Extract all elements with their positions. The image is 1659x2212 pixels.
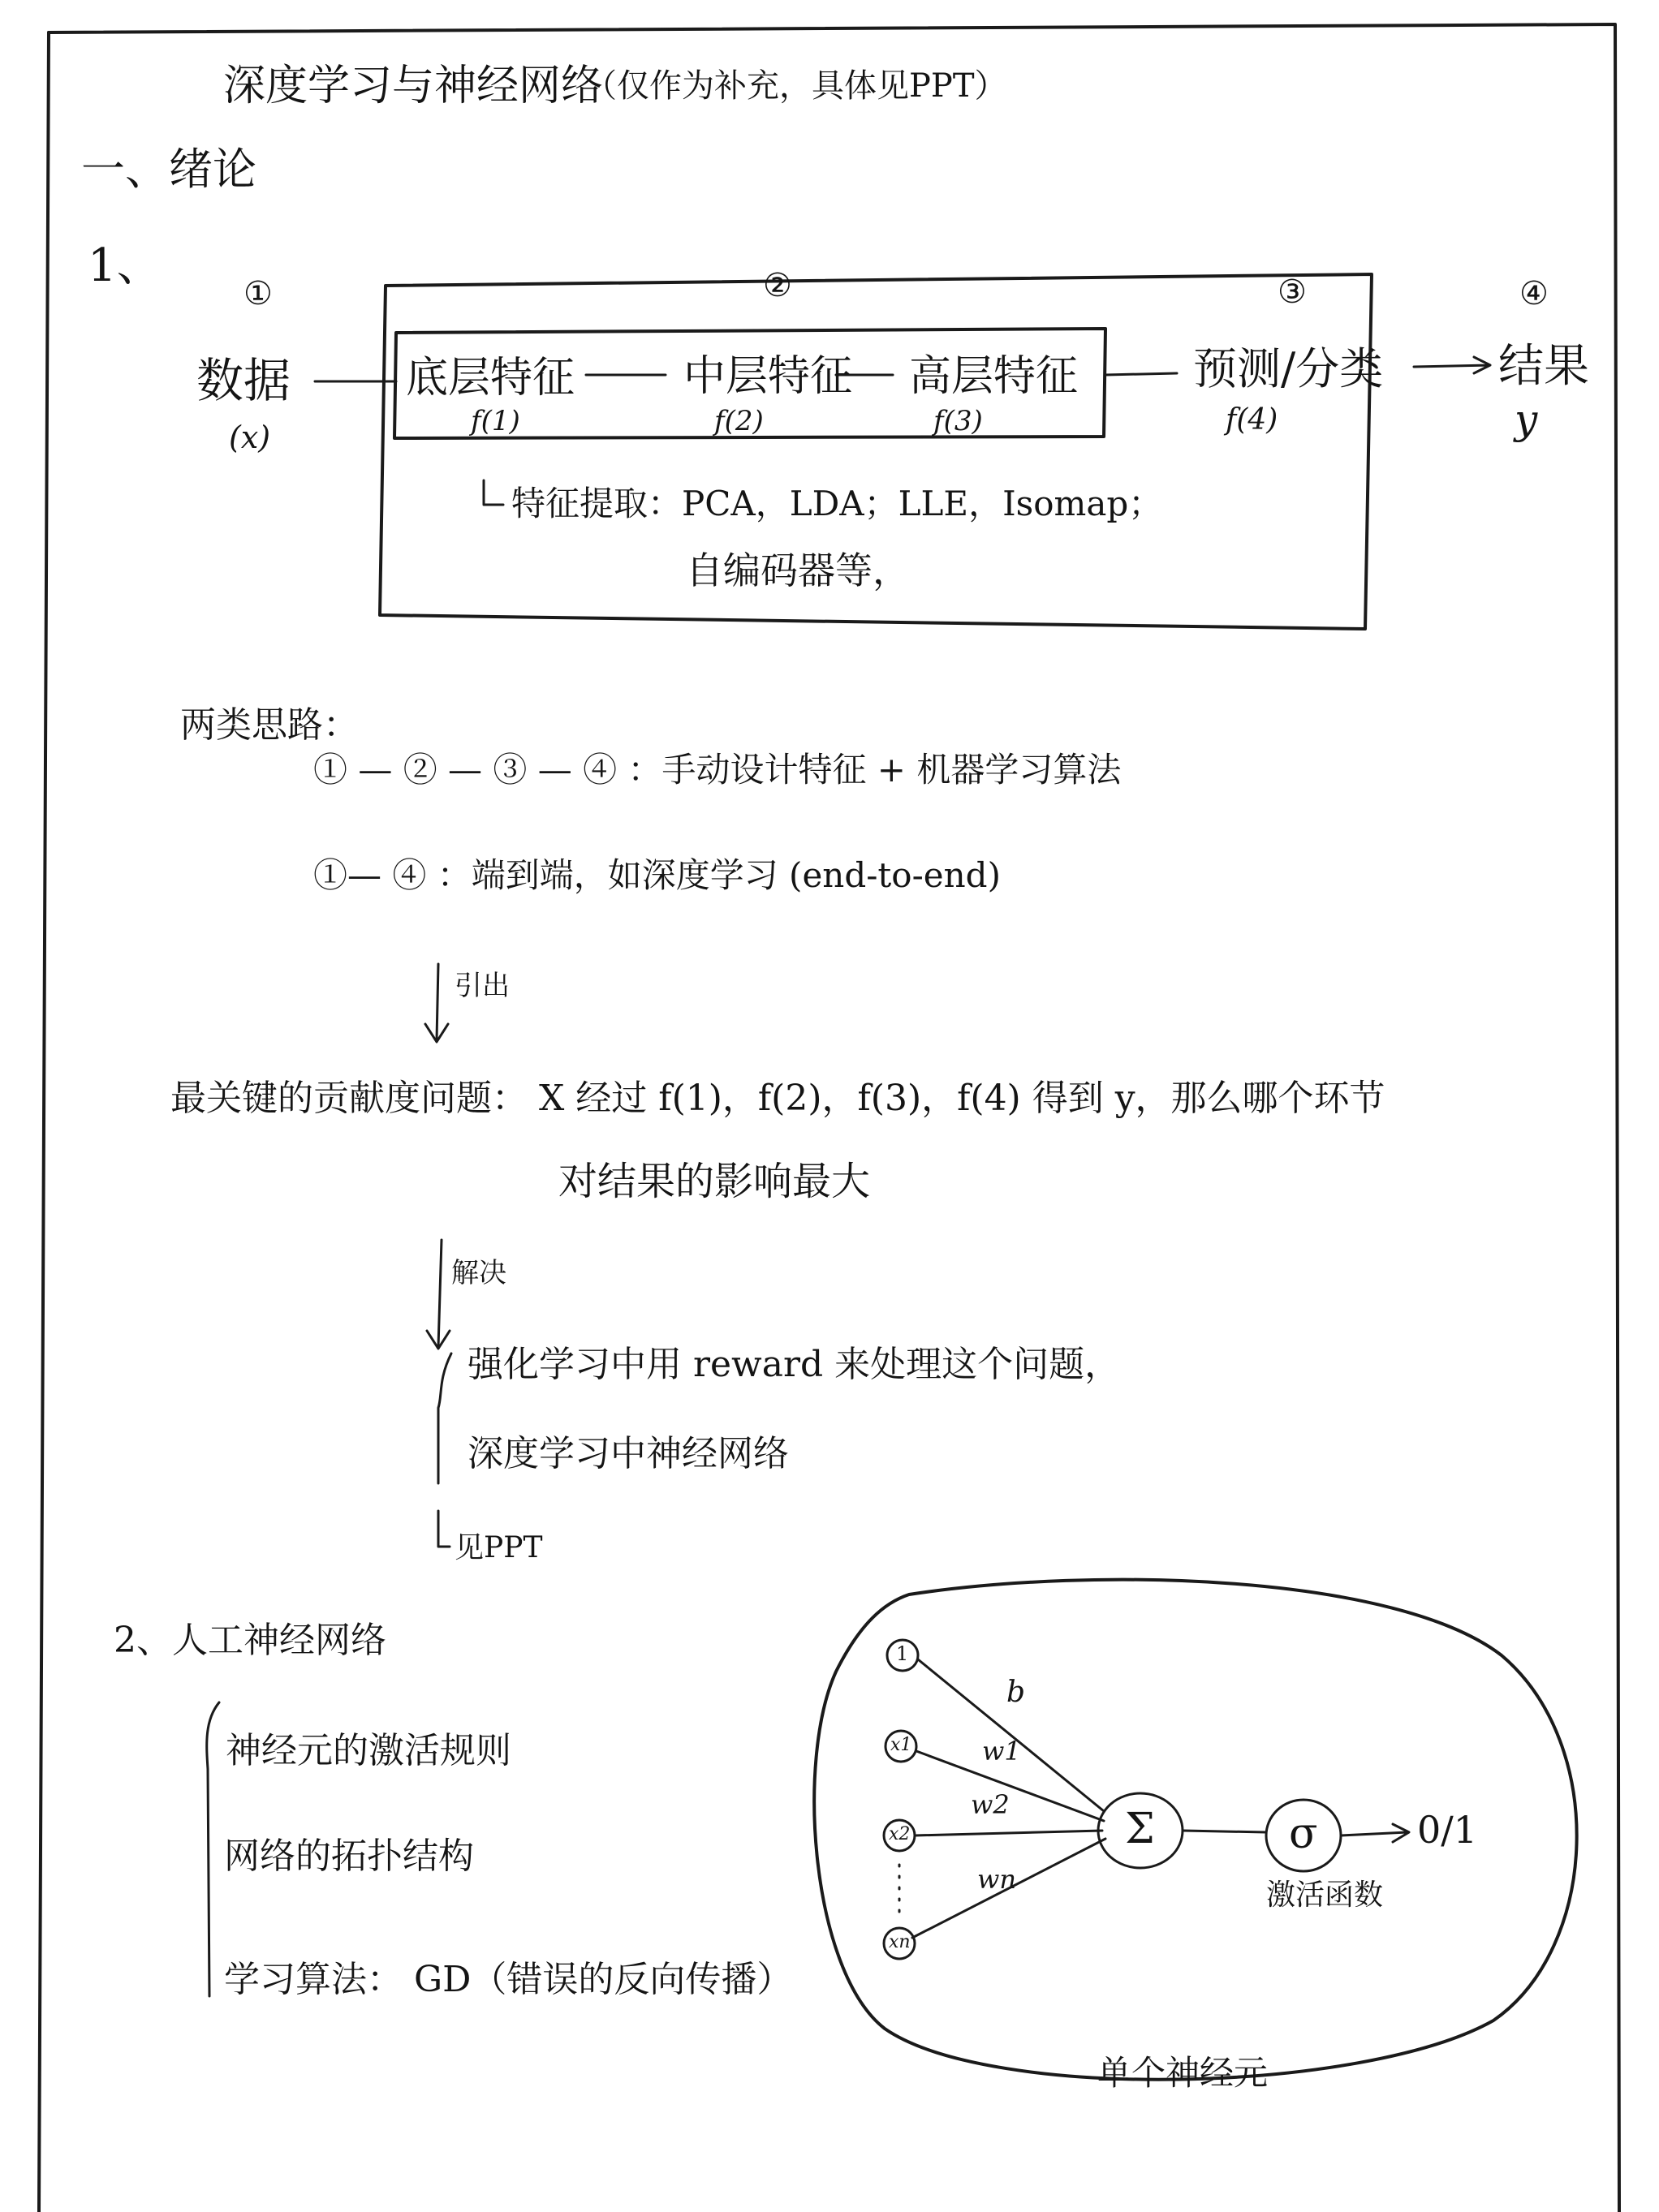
feature-mid-label: 中层特征 [683,352,853,401]
input-label-xn: xn [889,1932,911,1952]
feature-high-label: 高层特征 [909,352,1079,401]
feature-mid-sub: f(2) [714,405,764,437]
neuron-caption: 单个神经元 [1097,2053,1269,2093]
sum-symbol: Σ [1125,1805,1155,1853]
extraction-line-1: 特征提取：PCA，LDA；LLE，Isomap； [511,484,1163,523]
arrow-solve [427,1240,450,1349]
feature-low-label: 底层特征 [406,354,575,402]
ann-item-activation: 神经元的激活规则 [226,1730,511,1771]
see-ppt-label: 见PPT [455,1531,543,1564]
result-label: 结果 [1498,340,1589,393]
page-title-note: （仅作为补充，具体见PPT） [584,67,1007,105]
item-number-1: 1、 [88,239,162,292]
arrow-lead-out [425,964,448,1042]
activation-function-label: 激活函数 [1266,1878,1384,1912]
items-brace [207,1702,219,1996]
lead-out-label: 引出 [455,970,510,1002]
result-sub: y [1515,396,1538,443]
approach-line-2: ①— ④ ：端到端，如深度学习 (end-to-end) [313,855,1001,895]
extraction-line-2: 自编码器等， [686,549,910,592]
arrow-see-ppt [438,1511,450,1547]
circle-label-1: ① [243,275,273,312]
section-heading-intro: 一、绪论 [81,144,256,195]
circle-label-3: ③ [1278,273,1307,311]
circle-label-2: ② [763,267,792,304]
activation-symbol: σ [1289,1810,1318,1858]
circle-label-4: ④ [1519,275,1549,312]
output-label: 0/1 [1417,1808,1478,1852]
weight-w1: w1 [982,1736,1021,1767]
solve-label: 解决 [451,1257,506,1289]
extraction-hook [484,480,503,505]
pipeline-data-label: 数据 [196,353,291,408]
approach-line-1: ① — ② — ③ — ④ ：手动设计特征 + 机器学习算法 [313,750,1122,790]
edge-sum-activation [1183,1831,1266,1832]
weight-w2: w2 [971,1789,1010,1820]
input-label-x2: x2 [889,1824,911,1844]
problem-line-2: 对结果的影响最大 [558,1159,871,1204]
connector-feature-predict [1105,373,1177,375]
predict-sub: f(4) [1226,403,1278,437]
page-title: 深度学习与神经网络 [223,62,604,110]
solutions-brace [438,1353,451,1483]
edge-w2 [915,1831,1102,1835]
section-heading-ann: 2、人工神经网络 [114,1620,386,1661]
input-label-bias: 1 [896,1642,909,1665]
solution-1: 强化学习中用 reward 来处理这个问题， [468,1344,1121,1385]
two-approaches-label: 两类思路： [180,704,359,746]
solution-2: 深度学习中神经网络 [468,1433,789,1474]
feature-high-sub: f(3) [933,405,983,437]
arrow-output [1341,1824,1409,1842]
input-label-x1: x1 [890,1735,912,1755]
feature-low-sub: f(1) [471,405,520,437]
ann-item-learning: 学习算法： GD（错误的反向传播） [224,1959,793,2000]
arrow-predict-result [1414,357,1490,373]
predict-label: 预测/分类 [1193,343,1384,394]
ann-item-topology: 网络的拓扑结构 [224,1835,474,1877]
weight-b: b [1006,1676,1026,1709]
page-border-left [39,32,49,2212]
weight-wn: wn [977,1864,1016,1895]
pipeline-data-sub: (x) [229,420,271,455]
problem-line-1: 最关键的贡献度问题： X 经过 f(1)，f(2)，f(3)，f(4) 得到 y，那么哪个环节 [170,1078,1385,1119]
